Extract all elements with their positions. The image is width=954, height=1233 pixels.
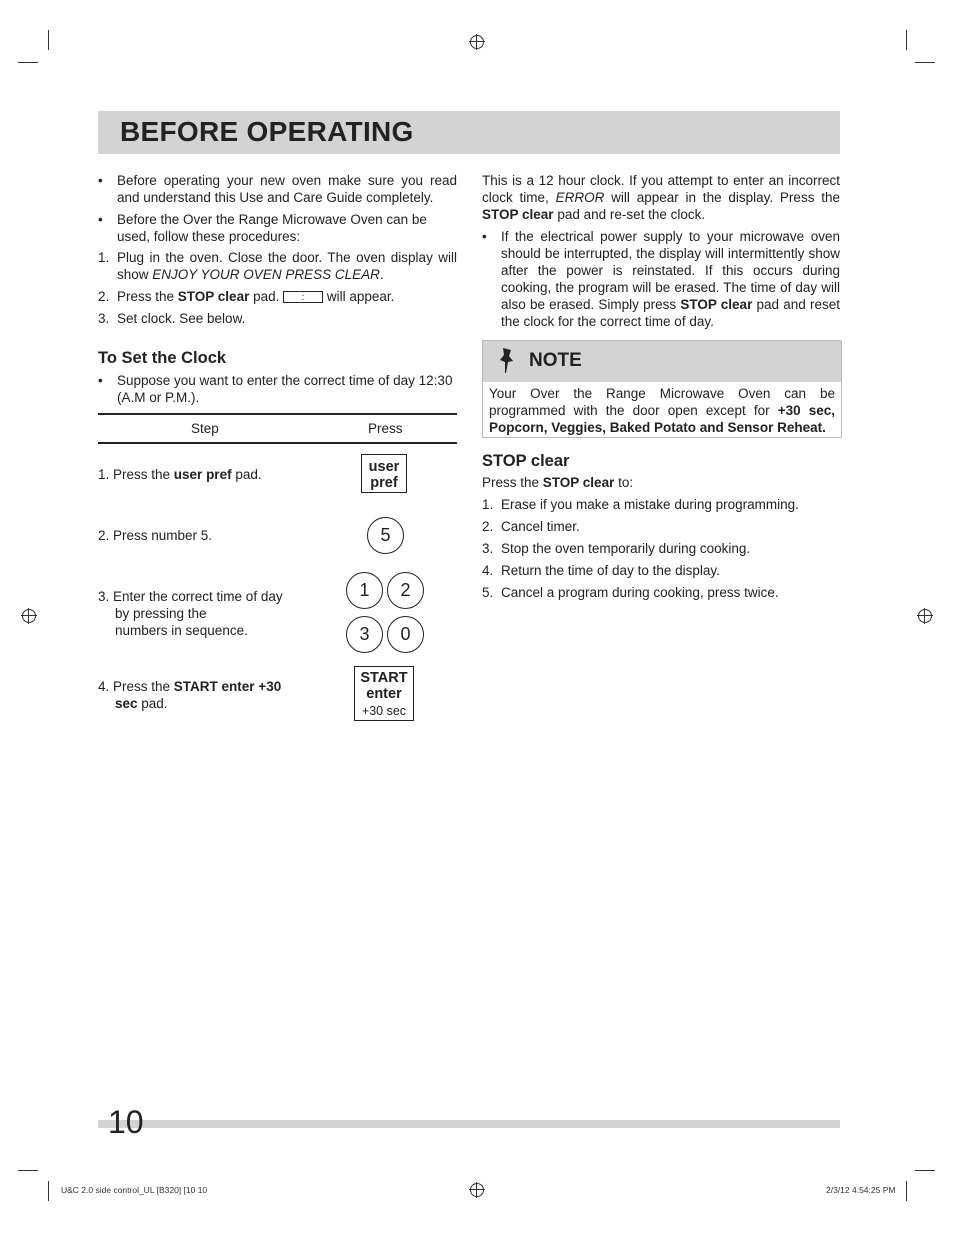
registration-mark-icon bbox=[470, 35, 484, 49]
table-row: 2. Press number 5. bbox=[98, 528, 213, 543]
list-item: 1. Erase if you make a mistake during programming. bbox=[482, 497, 799, 512]
number-1-key-icon: 1 bbox=[346, 572, 383, 609]
list-item: • If the electrical power supply to your microwave oven should be interrupted, the display will intermittently show after the power is reinstated. If this occurs during cooking, the program will be erased. The time of day will also be erased. Simply press STOP clear pad and reset the clock for the correct time of day. bbox=[482, 228, 840, 330]
note-box bbox=[482, 340, 842, 438]
table-row: 3. Enter the correct time of day by pressing the numbers in sequence. bbox=[98, 589, 283, 638]
clock-heading: To Set the Clock bbox=[98, 349, 227, 367]
clock-section bbox=[98, 348, 457, 411]
crop-mark bbox=[906, 30, 907, 50]
setup-steps bbox=[98, 249, 457, 327]
number-2-key-icon: 2 bbox=[387, 572, 424, 609]
note-title: NOTE bbox=[529, 350, 582, 371]
list-item: • Before operating your new oven make sure you read and understand this Use and Care Guide completely. bbox=[98, 172, 457, 206]
crop-mark bbox=[48, 1181, 49, 1201]
number-5-key-icon: 5 bbox=[367, 517, 404, 554]
list-item: • Before the Over the Range Microwave Oven can be used, follow these procedures: bbox=[98, 211, 457, 245]
left-column bbox=[98, 172, 457, 332]
user-pref-key-icon: user pref bbox=[361, 454, 407, 493]
print-slug-right: 2/3/12 4:54:25 PM bbox=[826, 1185, 896, 1195]
right-column bbox=[482, 172, 840, 335]
number-0-key-icon: 0 bbox=[387, 616, 424, 653]
crop-mark bbox=[18, 1170, 38, 1171]
list-item: 3. Set clock. See below. bbox=[98, 311, 246, 326]
intro-bullets bbox=[98, 172, 457, 245]
list-item: 3. Stop the oven temporarily during cooking. bbox=[482, 541, 751, 556]
clock-steps-table bbox=[98, 413, 457, 444]
stop-clear-section bbox=[482, 451, 840, 606]
list-item: 2. Cancel timer. bbox=[482, 519, 580, 534]
stop-clear-list bbox=[482, 496, 840, 601]
start-key-icon: START enter +30 sec bbox=[354, 666, 414, 721]
note-header bbox=[483, 341, 841, 382]
stop-clear-intro: Press the STOP clear to: bbox=[482, 475, 634, 490]
table-header bbox=[98, 415, 457, 444]
list-item: 4. Return the time of day to the display. bbox=[482, 563, 720, 578]
registration-mark-icon bbox=[470, 1183, 484, 1197]
crop-mark bbox=[18, 62, 38, 63]
print-slug-left: U&C 2.0 side control_UL [B320] [10 10 bbox=[61, 1185, 208, 1195]
number-3-key-icon: 3 bbox=[346, 616, 383, 653]
pushpin-icon bbox=[497, 347, 517, 375]
registration-mark-icon bbox=[918, 609, 932, 623]
footer-bar bbox=[98, 1120, 840, 1128]
crop-mark bbox=[915, 1170, 935, 1171]
display-readout: : bbox=[283, 291, 323, 303]
list-item: 5. Cancel a program during cooking, press twice. bbox=[482, 585, 779, 600]
column-header-press: Press bbox=[368, 421, 403, 436]
stop-clear-heading: STOP clear bbox=[482, 452, 570, 470]
page-number: 10 bbox=[108, 1104, 144, 1140]
list-item: • Suppose you want to enter the correct time of day 12:30 (A.M or P.M.). bbox=[98, 372, 457, 406]
crop-mark bbox=[906, 1181, 907, 1201]
list-item: 1. Plug in the oven. Close the door. The oven display will show ENJOY YOUR OVEN PRESS CLEAR. bbox=[98, 250, 457, 282]
registration-mark-icon bbox=[22, 609, 36, 623]
table-row: 4. Press the START enter +30 sec pad. bbox=[98, 679, 282, 711]
clock-paragraph: This is a 12 hour clock. If you attempt to enter an incorrect clock time, ERROR will appear in the display. Press the STOP clear pad and re-set the clock. bbox=[482, 173, 840, 222]
page-title: BEFORE OPERATING bbox=[120, 116, 414, 147]
crop-mark bbox=[48, 30, 49, 50]
note-text: Your Over the Range Microwave Oven can be programmed with the door open except for +30 sec, Popcorn, Veggies, Baked Potato and Sensor Reheat. bbox=[489, 386, 835, 435]
list-item: 2. Press the STOP clear pad. : will appear. bbox=[98, 289, 395, 304]
crop-mark bbox=[915, 62, 935, 63]
column-header-step: Step bbox=[191, 421, 219, 436]
table-row: 1. Press the user pref pad. bbox=[98, 467, 262, 482]
